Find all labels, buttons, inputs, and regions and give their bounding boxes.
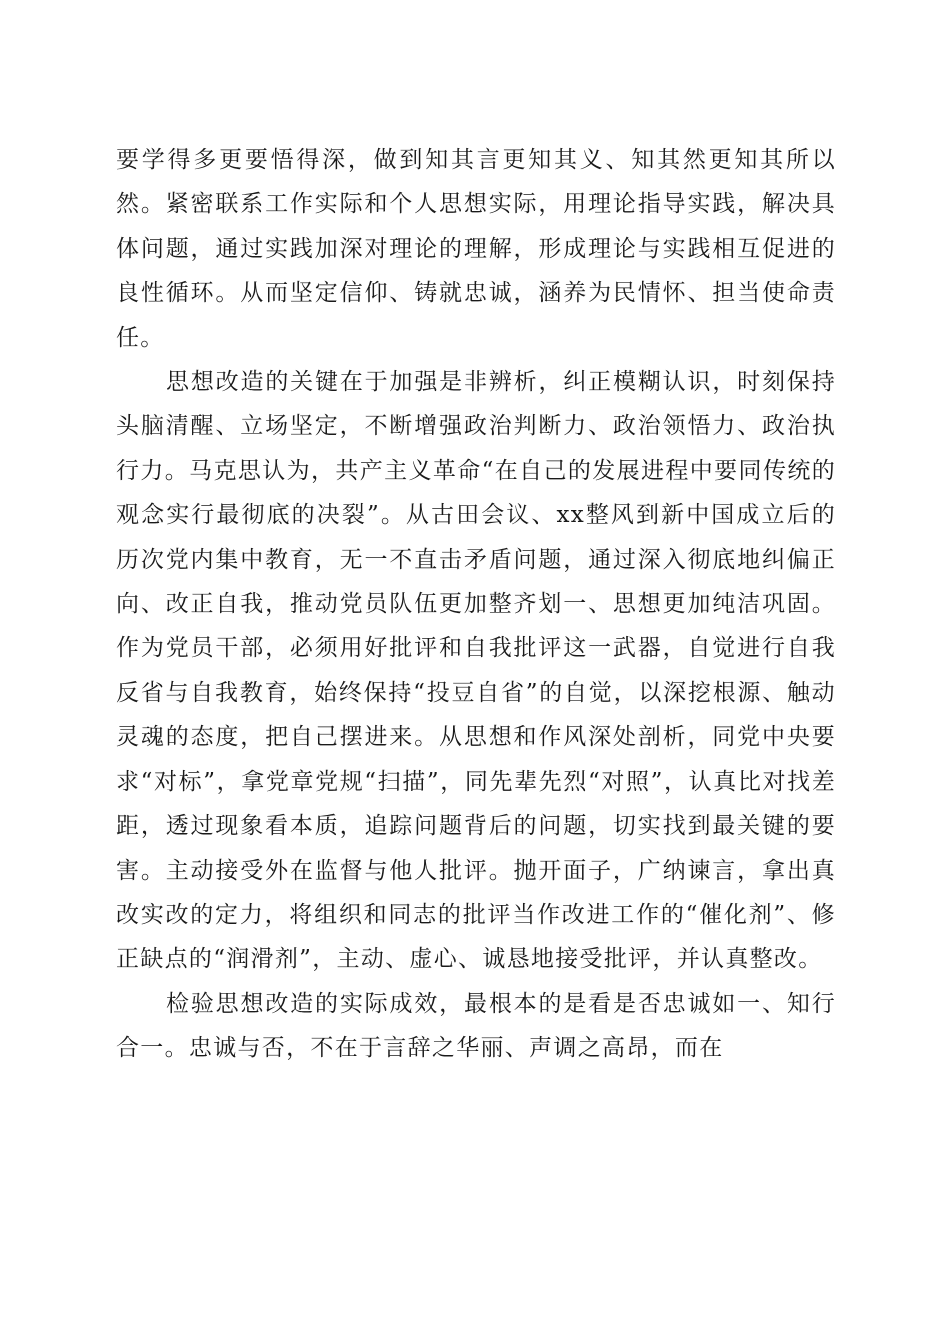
- paragraph-1: 要学得多更要悟得深，做到知其言更知其义、知其然更知其所以然。紧密联系工作实际和个人思想实际，用理论指导实践，解决具体问题，通过实践加深对理论的理解，形成理论与实践相互促进的良性循环。从而坚定信仰、铸就忠诚，涵养为民情怀、担当使命责任。: [116, 147, 836, 351]
- paragraph-2: 思想改造的关键在于加强是非辨析，纠正模糊认识，时刻保持头脑清醒、立场坚定，不断增强政治判断力、政治领悟力、政治执行力。马克思认为，共产主义革命“在自己的发展进程中要同传统的观念实行最彻底的决裂”。从古田会议、xx整风到新中国成立后的历次党内集中教育，无一不直击矛盾问题，通过深入彻底地纠偏正向、改正自我，推动党员队伍更加整齐划一、思想更加纯洁巩固。作为党员干部，必须用好批评和自我批评这一武器，自觉进行自我反省与自我教育，始终保持“投豆自省”的自觉，以深挖根源、触动灵魂的态度，把自己摆进来。从思想和作风深处剖析，同党中央要求“对标”，拿党章党规“扫描”，同先辈先烈“对照”，认真比对找差距，透过现象看本质，追踪问题背后的问题，切实找到最关键的要害。主动接受外在监督与他人批评。抛开面子，广纳谏言，拿出真改实改的定力，将组织和同志的批评当作改进工作的“催化剂”、修正缺点的“润滑剂”，主动、虚心、诚恳地接受批评，并认真整改。: [116, 369, 836, 973]
- paragraph-3: 检验思想改造的实际成效，最根本的是看是否忠诚如一、知行合一。忠诚与否，不在于言辞之华丽、声调之高昂，而在: [116, 990, 836, 1062]
- document-body: [116, 138, 836, 1071]
